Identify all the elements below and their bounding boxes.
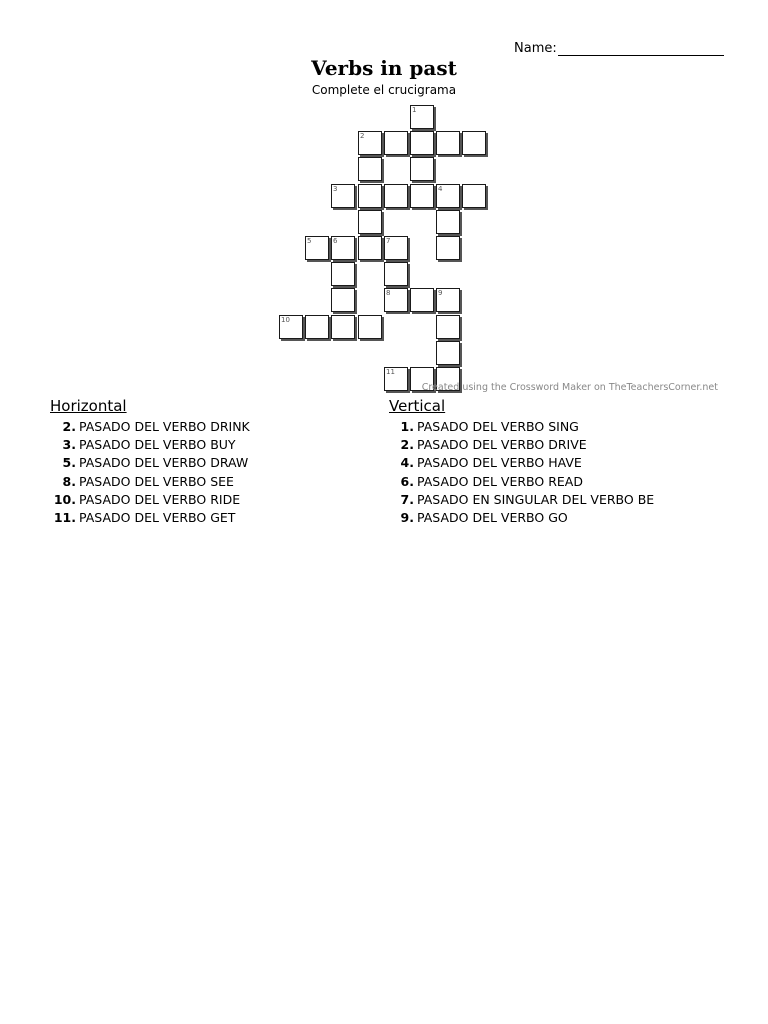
crossword-cell[interactable] [305,236,329,260]
crossword-cell[interactable] [436,341,460,365]
crossword-cell[interactable] [462,184,486,208]
crossword-cell[interactable] [331,236,355,260]
crossword-cell[interactable] [358,315,382,339]
across-clues [50,397,250,527]
clue-item [50,509,250,527]
cell-number: 7 [386,237,391,245]
crossword-cell[interactable] [305,315,329,339]
page-subtitle: Complete el crucigrama [311,83,457,97]
clue-number: 8. [62,473,76,489]
cell-number: 11 [386,368,395,376]
crossword-cell[interactable] [410,105,434,129]
crossword-cell[interactable] [410,157,434,181]
cell-number: 5 [307,237,312,245]
clue-number: 6. [400,473,414,489]
cell-number: 4 [438,185,443,193]
crossword-cell[interactable] [358,131,382,155]
crossword-cell[interactable] [436,315,460,339]
crossword-cell[interactable] [436,210,460,234]
clue-item [389,473,654,491]
cell-number: 1 [412,106,417,114]
crossword-cell[interactable] [410,184,434,208]
crossword-cell[interactable] [410,288,434,312]
clue-item [389,491,654,509]
crossword-cell[interactable] [384,367,408,391]
crossword-cell[interactable] [436,131,460,155]
across-heading: Horizontal [50,397,127,415]
crossword-cell[interactable] [358,157,382,181]
clue-number: 9. [400,510,414,526]
cell-number: 10 [281,316,290,324]
clue-number: 2. [400,437,414,453]
name-label: Name: [514,41,557,56]
clue-item [50,436,250,454]
clue-item [50,473,250,491]
crossword-cell[interactable] [358,236,382,260]
clue-item [389,454,654,472]
cell-number: 8 [386,289,391,297]
crossword-cell[interactable] [384,184,408,208]
crossword-cell[interactable] [384,288,408,312]
clue-item [50,418,250,436]
crossword-cell[interactable] [331,288,355,312]
clue-number: 1. [400,419,414,434]
clue-item [50,491,250,509]
crossword-cell[interactable] [462,131,486,155]
clue-text: PASADO DEL VERBO RIDE [79,491,241,507]
clue-item [389,509,654,527]
crossword-cell[interactable] [410,131,434,155]
crossword-cell[interactable] [358,210,382,234]
crossword-cell[interactable] [279,315,303,339]
clue-item [389,436,654,454]
clue-number: 11. [53,510,76,526]
clue-text: PASADO DEL VERBO GO [417,510,568,526]
clue-number: 2. [62,419,76,434]
crossword-cell[interactable] [436,236,460,260]
clue-number: 3. [62,437,76,453]
name-field [514,40,724,56]
clue-text: PASADO DEL VERBO BUY [79,437,236,453]
clue-text: PASADO EN SINGULAR DEL VERBO BE [417,491,655,507]
clue-item [50,454,250,472]
name-blank-line[interactable] [558,40,724,56]
cell-number: 2 [360,132,365,140]
page-title: Verbs in past [311,56,457,80]
crossword-cell[interactable] [331,315,355,339]
cell-number: 6 [333,237,338,245]
crossword-cell[interactable] [331,184,355,208]
crossword-cell[interactable] [384,131,408,155]
clue-number: 10. [53,491,76,507]
clue-text: PASADO DEL VERBO GET [79,510,236,526]
clue-number: 7. [400,491,414,507]
crossword-cell[interactable] [384,262,408,286]
clue-text: PASADO DEL VERBO DRIVE [417,437,587,453]
crossword-cell[interactable] [436,288,460,312]
down-clues [389,397,654,527]
cell-number: 3 [333,185,338,193]
down-clue-list [389,418,654,527]
clue-text: PASADO DEL VERBO HAVE [417,455,582,471]
clue-text: PASADO DEL VERBO SING [417,419,579,434]
down-heading: Vertical [389,397,446,415]
crossword-cell[interactable] [436,184,460,208]
clue-number: 4. [400,455,414,471]
crossword-cell[interactable] [384,236,408,260]
clue-text: PASADO DEL VERBO DRAW [79,455,249,471]
across-clue-list [50,418,250,527]
clue-item [389,418,654,436]
clue-text: PASADO DEL VERBO SEE [79,473,234,489]
clue-text: PASADO DEL VERBO READ [417,473,583,489]
clue-text: PASADO DEL VERBO DRINK [79,419,250,434]
cell-number: 9 [438,289,443,297]
credit-text: Created using the Crossword Maker on TheTeachersCorner.net [421,382,718,393]
crossword-cell[interactable] [358,184,382,208]
clue-number: 5. [62,455,76,471]
crossword-cell[interactable] [331,262,355,286]
